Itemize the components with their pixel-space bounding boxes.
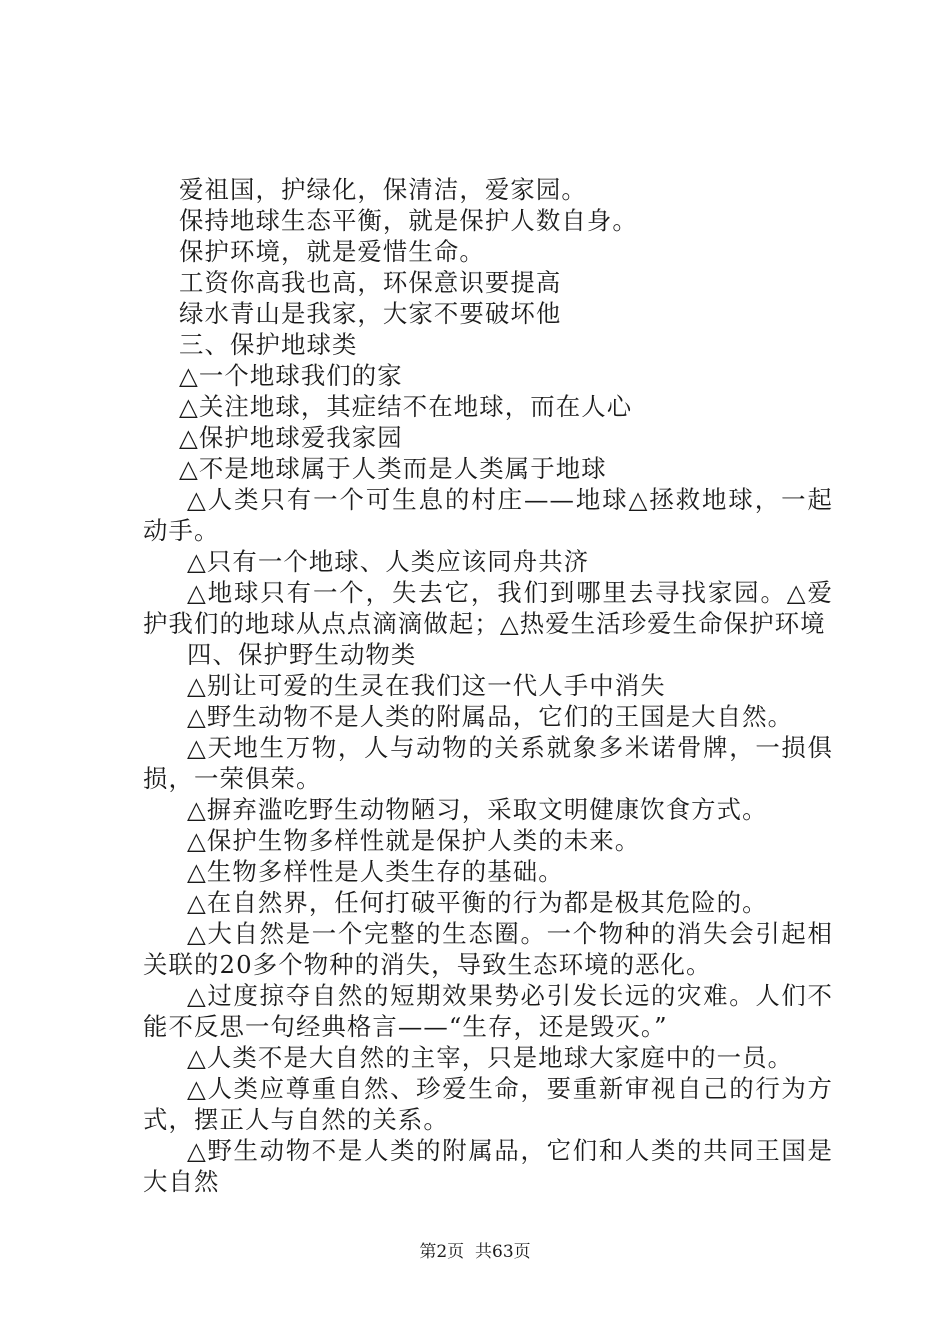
paragraph: △生物多样性是人类生存的基础。: [187, 857, 564, 886]
text-line: △一个地球我们的家: [179, 361, 403, 390]
paragraph: △人类不是大自然的主宰，只是地球大家庭中的一员。: [187, 1043, 794, 1072]
paragraph: △天地生万物，人与动物的关系就象多米诺骨牌，一损俱损，一荣俱荣。: [143, 733, 833, 793]
page-total: 共63页: [475, 1242, 531, 1262]
section-heading: 四、保护野生动物类: [187, 640, 417, 669]
text-line: 保护环境，就是爱惜生命。: [179, 237, 485, 266]
paragraph: △大自然是一个完整的生态圈。一个物种的消失会引起相关联的20多个物种的消失，导致生态环境的恶化。: [143, 919, 833, 979]
paragraph: △过度掠夺自然的短期效果势必引发长远的灾难。人们不能不反思一句经典格言——“生存，还是毁灭。”: [143, 981, 833, 1041]
section-heading: 三、保护地球类: [179, 330, 358, 359]
text-line: 工资你高我也高，环保意识要提高: [179, 268, 562, 297]
text-line: △不是地球属于人类而是人类属于地球: [179, 454, 607, 483]
paragraph: △野生动物不是人类的附属品，它们的王国是大自然。: [187, 702, 794, 731]
page-number: 第2页: [419, 1242, 465, 1262]
paragraph: △别让可爱的生灵在我们这一代人手中消失: [187, 671, 666, 700]
paragraph: △只有一个地球、人类应该同舟共济: [187, 547, 590, 576]
paragraph: △在自然界，任何打破平衡的行为都是极其危险的。: [187, 888, 768, 917]
paragraph: △地球只有一个，失去它，我们到哪里去寻找家园。△爱护我们的地球从点点滴滴做起；△热爱生活珍爱生命保护环境: [143, 578, 833, 638]
paragraph: △野生动物不是人类的附属品，它们和人类的共同王国是大自然: [143, 1136, 833, 1196]
text-line: △关注地球，其症结不在地球，而在人心: [179, 392, 633, 421]
document-body: [143, 174, 833, 1197]
paragraph: △人类只有一个可生息的村庄——地球△拯救地球，一起动手。: [143, 485, 833, 545]
page-footer: [0, 1241, 950, 1263]
text-line: 爱祖国，护绿化，保清洁，爱家园。: [179, 175, 587, 204]
text-line: 绿水青山是我家，大家不要破坏他: [179, 299, 562, 328]
text-line: 保持地球生态平衡，就是保护人数自身。: [179, 206, 638, 235]
paragraph: △人类应尊重自然、珍爱生命，要重新审视自己的行为方式，摆正人与自然的关系。: [143, 1074, 833, 1134]
paragraph: △摒弃滥吃野生动物陋习，采取文明健康饮食方式。: [187, 795, 768, 824]
text-line: △保护地球爱我家园: [179, 423, 403, 452]
paragraph: △保护生物多样性就是保护人类的未来。: [187, 826, 641, 855]
